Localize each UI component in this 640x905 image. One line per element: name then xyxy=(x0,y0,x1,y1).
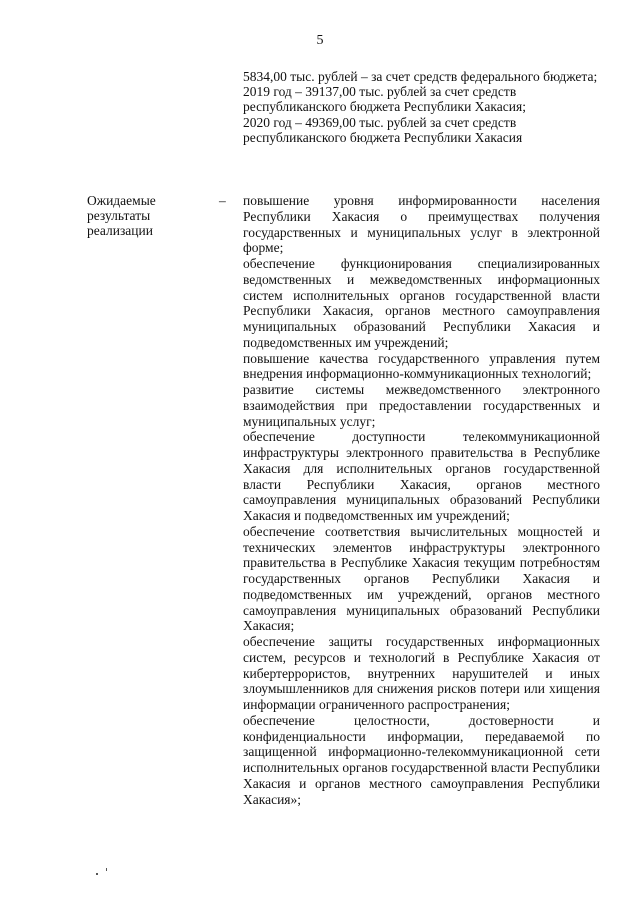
label-dash: – xyxy=(219,193,226,208)
funding-line: 5834,00 тыс. рублей – за счет средств федерального бюджета; xyxy=(243,69,598,84)
result-item: обеспечение функционирования специализированных ведомственных и межведомственных информационных систем исполнительных органов государственной власти Республики Хакасия, органов местного самоуправления муниципальных образований Республики Хакасия и подведомственных им учреждений; xyxy=(243,256,600,350)
label-line: реализации xyxy=(87,223,153,239)
result-item: обеспечение защиты государственных информационных систем, ресурсов и технологий в Республике Хакасия от кибертеррористов, внутренних нарушителей и иных злоумышленников для снижения рисков потери или хищения информации ограниченного распространения; xyxy=(243,634,600,712)
result-item: обеспечение целостности, достоверности и конфиденциальности информации, передаваемой по защищенной информационно-телекоммуникационной сети исполнительных органов государственной власти Республики Хакасия и органов местного самоуправления Республики Хакасия»; xyxy=(243,712,600,807)
result-item: развитие системы межведомственного электронного взаимодействия при предоставлении государственных и муниципальных услуг; xyxy=(243,382,600,429)
funding-line: 2020 год – 49369,00 тыс. рублей за счет средств республиканского бюджета Республики Хакасия xyxy=(243,114,523,145)
result-item: обеспечение соответствия вычислительных мощностей и технических элементов инфраструктуры электронного правительства в Республике Хакасия текущим потребностям государственных органов Республики Хакасия и подведомственных им учреждений, органов местного самоуправления муниципальных образований Республики Хакасия; xyxy=(243,523,600,634)
label-line: Ожидаемые xyxy=(87,193,156,208)
expected-results-list xyxy=(243,193,600,807)
scan-speck xyxy=(106,868,107,871)
result-item: повышение уровня информированности населения Республики Хакасия о преимуществах получения государственных и муниципальных услуг в электронной форме; xyxy=(243,193,600,256)
result-item: обеспечение доступности телекоммуникационной инфраструктуры электронного правительства в Республике Хакасия для исполнительных органов государственной власти Республики Хакасия, органов местного самоуправления муниципальных образований Республики Хакасия и подведомственных им учреждений; xyxy=(243,429,600,523)
result-item: повышение качества государственного управления путем внедрения информационно-коммуникационных технологий; xyxy=(243,350,600,382)
scan-speck xyxy=(96,873,98,875)
funding-line: 2019 год – 39137,00 тыс. рублей за счет средств республиканского бюджета Республики Хакасия; xyxy=(243,84,526,115)
expected-results-label xyxy=(87,193,197,239)
label-line: результаты xyxy=(87,208,151,224)
page-number: 5 xyxy=(316,33,324,48)
funding-continuation xyxy=(243,69,603,145)
